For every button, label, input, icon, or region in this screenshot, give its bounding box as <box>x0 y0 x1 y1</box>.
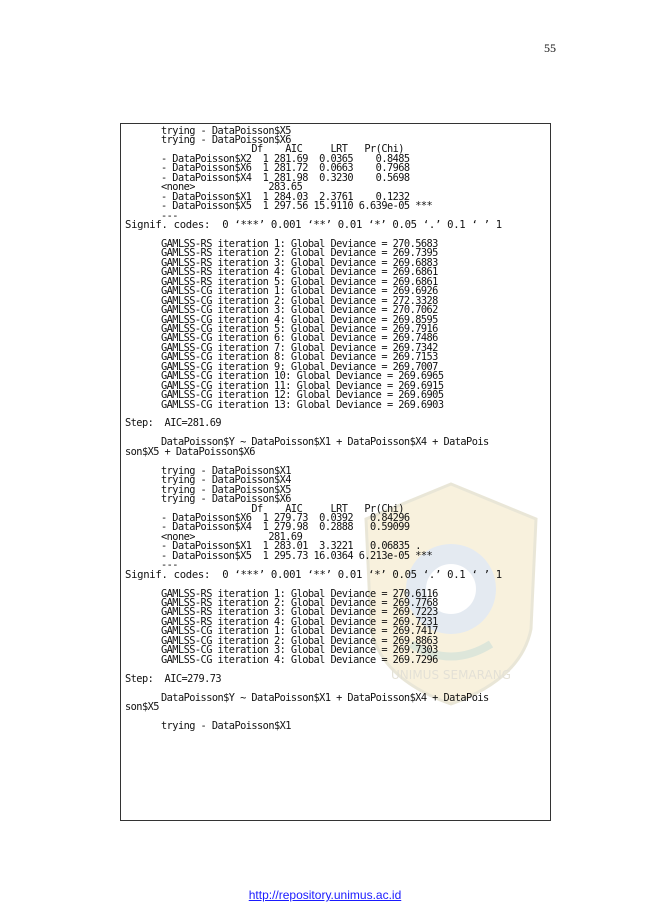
output-line: GAMLSS-CG iteration 4: Global Deviance = 269.7296 <box>161 653 438 666</box>
output-line: trying - DataPoisson$X1 <box>161 719 291 732</box>
output-line: GAMLSS-RS iteration 1: Global Deviance = 270.5683 <box>161 237 438 250</box>
output-line: Df AIC LRT Pr(Chi) <box>161 143 404 156</box>
output-line: trying - DataPoisson$X5 <box>161 124 291 137</box>
output-line: GAMLSS-RS iteration 2: Global Deviance = 269.7768 <box>161 597 438 609</box>
output-line: - DataPoisson$X5 1 297.56 15.9110 6.639e-05 *** <box>161 200 433 213</box>
output-line: GAMLSS-CG iteration 10: Global Deviance = 269.6965 <box>161 370 444 383</box>
output-line: Df AIC LRT Pr(Chi) <box>161 502 404 515</box>
output-line: GAMLSS-CG iteration 1: Global Deviance = 269.7417 <box>161 625 438 638</box>
output-line: GAMLSS-CG iteration 5: Global Deviance = 269.7916 <box>161 322 438 335</box>
page-number: 55 <box>544 41 556 55</box>
output-line: GAMLSS-RS iteration 3: Global Deviance = 269.6883 <box>161 256 438 269</box>
output-line: GAMLSS-CG iteration 9: Global Deviance = 269.7007 <box>161 360 438 373</box>
output-line: - DataPoisson$X1 1 284.03 2.3761 0.1232 <box>161 190 410 203</box>
output-line: GAMLSS-CG iteration 4: Global Deviance = 269.8595 <box>161 313 438 326</box>
output-line: DataPoisson$Y ~ DataPoisson$X1 + DataPoisson$X4 + DataPois <box>161 691 489 704</box>
output-line: GAMLSS-CG iteration 1: Global Deviance = 269.6926 <box>161 285 438 298</box>
r-output-box <box>120 123 551 821</box>
output-line: GAMLSS-CG iteration 11: Global Deviance = 269.6915 <box>161 379 444 392</box>
output-line: --- <box>161 559 178 572</box>
output-line: - DataPoisson$X2 1 281.69 0.0365 0.8485 <box>161 152 410 165</box>
output-line: GAMLSS-CG iteration 3: Global Deviance = 270.7062 <box>161 304 438 317</box>
output-line: son$X5 + DataPoisson$X6 <box>125 445 255 458</box>
output-line: - DataPoisson$X5 1 295.73 16.0364 6.213e-05 *** <box>161 549 433 562</box>
output-line: GAMLSS-RS iteration 1: Global Deviance = 270.6116 <box>161 587 438 600</box>
output-line: GAMLSS-RS iteration 4: Global Deviance = 269.6861 <box>161 266 438 279</box>
watermark-text: UNIMUS SEMARANG <box>391 668 511 682</box>
output-line: GAMLSS-CG iteration 8: Global Deviance = 269.7153 <box>161 351 438 364</box>
output-line: --- <box>161 209 178 222</box>
output-line: - DataPoisson$X6 1 279.73 0.0392 0.84296 <box>161 511 410 524</box>
output-line: GAMLSS-CG iteration 7: Global Deviance = 269.7342 <box>161 341 438 354</box>
output-line: trying - DataPoisson$X4 <box>161 474 291 487</box>
output-line: Step: AIC=281.69 <box>125 417 222 430</box>
output-line: Step: AIC=279.73 <box>125 672 222 685</box>
output-line: trying - DataPoisson$X5 <box>161 483 291 496</box>
output-line: GAMLSS-CG iteration 13: Global Deviance = 269.6903 <box>161 398 444 411</box>
output-line: GAMLSS-CG iteration 2: Global Deviance = 272.3328 <box>161 294 438 307</box>
output-line: - DataPoisson$X1 1 283.01 3.3221 0.06835 . <box>161 540 421 553</box>
output-line: GAMLSS-RS iteration 2: Global Deviance = 269.7395 <box>161 247 438 260</box>
output-line: Signif. codes: 0 ‘***’ 0.001 ‘**’ 0.01 ‘*’ 0.05 ‘.’ 0.1 ‘ ’ 1 <box>125 219 502 231</box>
output-line: GAMLSS-RS iteration 5: Global Deviance = 269.6861 <box>161 275 438 288</box>
output-line: GAMLSS-CG iteration 6: Global Deviance = 269.7486 <box>161 332 438 345</box>
output-line: GAMLSS-CG iteration 2: Global Deviance = 269.8863 <box>161 634 438 647</box>
output-line: GAMLSS-CG iteration 12: Global Deviance = 269.6905 <box>161 389 444 402</box>
output-line: GAMLSS-RS iteration 3: Global Deviance = 269.7223 <box>161 606 438 619</box>
output-line: trying - DataPoisson$X1 <box>161 464 291 477</box>
output-line: DataPoisson$Y ~ DataPoisson$X1 + DataPoisson$X4 + DataPois <box>161 436 489 449</box>
output-line: - DataPoisson$X4 1 279.98 0.2888 0.59099 <box>161 521 410 534</box>
output-line: - DataPoisson$X4 1 281.98 0.3230 0.5698 <box>161 171 410 184</box>
output-line: Signif. codes: 0 ‘***’ 0.001 ‘**’ 0.01 ‘*’ 0.05 ‘.’ 0.1 ‘ ’ 1 <box>125 568 502 581</box>
output-line: son$X5 <box>125 700 159 713</box>
output-line: trying - DataPoisson$X6 <box>161 493 291 506</box>
output-line: trying - DataPoisson$X6 <box>161 133 291 146</box>
output-line: <none> 281.69 <box>161 530 303 543</box>
repository-link[interactable]: http://repository.unimus.ac.id <box>248 888 402 902</box>
output-line: - DataPoisson$X6 1 281.72 0.0663 0.7968 <box>161 162 410 175</box>
output-line: GAMLSS-RS iteration 4: Global Deviance = 269.7231 <box>161 615 438 628</box>
output-line: <none> 283.65 <box>161 181 303 194</box>
output-line: GAMLSS-CG iteration 3: Global Deviance = 269.7303 <box>161 644 438 657</box>
